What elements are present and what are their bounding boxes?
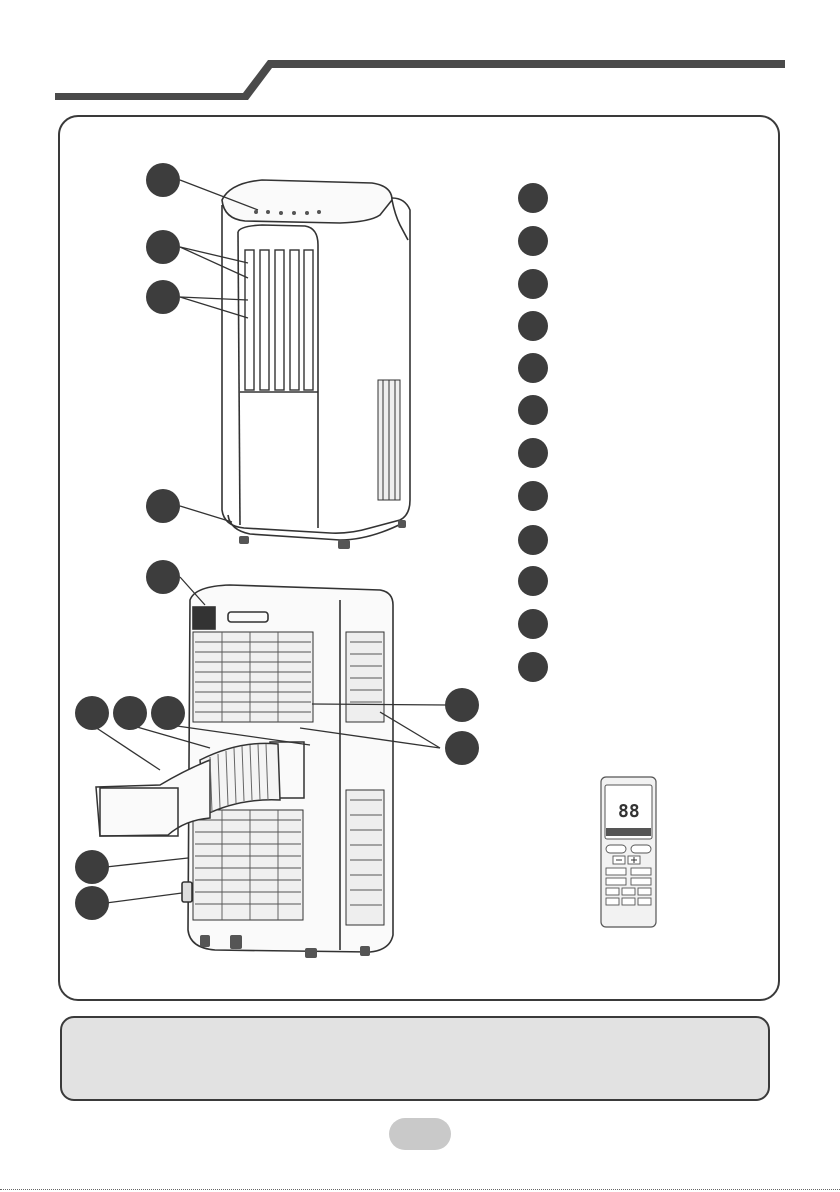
page-number-pill [389, 1118, 451, 1150]
list-badge [518, 395, 548, 425]
list-badge [518, 311, 548, 341]
list-badge [518, 525, 548, 555]
list-badge [518, 566, 548, 596]
remote-control-icon [601, 777, 656, 927]
callout-badge [445, 688, 479, 722]
drain-plug [182, 882, 192, 902]
callout-badge [75, 886, 109, 920]
list-badge [518, 183, 548, 213]
callout-badge [146, 489, 180, 523]
callout-badge [151, 696, 185, 730]
callout-badge [75, 696, 109, 730]
note-box [60, 1016, 770, 1101]
louvers [245, 250, 313, 390]
list-badge [518, 652, 548, 682]
callout-badge [146, 560, 180, 594]
remote-temp-digits: 88 [618, 801, 640, 822]
trim-line [0, 1189, 840, 1190]
callout-badge [75, 850, 109, 884]
callout-badge [146, 280, 180, 314]
list-badge [518, 269, 548, 299]
list-badge [518, 353, 548, 383]
side-grille [378, 380, 400, 500]
callout-badge [146, 230, 180, 264]
callout-badge [445, 731, 479, 765]
list-badge [518, 438, 548, 468]
leader-lines-front [180, 180, 258, 522]
air-conditioner-front-icon [222, 180, 410, 549]
upper-filter-grille [193, 632, 313, 722]
list-badge [518, 609, 548, 639]
callout-badge [113, 696, 147, 730]
lower-filter-grille [193, 810, 303, 920]
callout-badge [146, 163, 180, 197]
air-outlet-grille [193, 607, 215, 629]
parts-list-badges [518, 183, 548, 682]
list-badge [518, 481, 548, 511]
list-badge [518, 226, 548, 256]
